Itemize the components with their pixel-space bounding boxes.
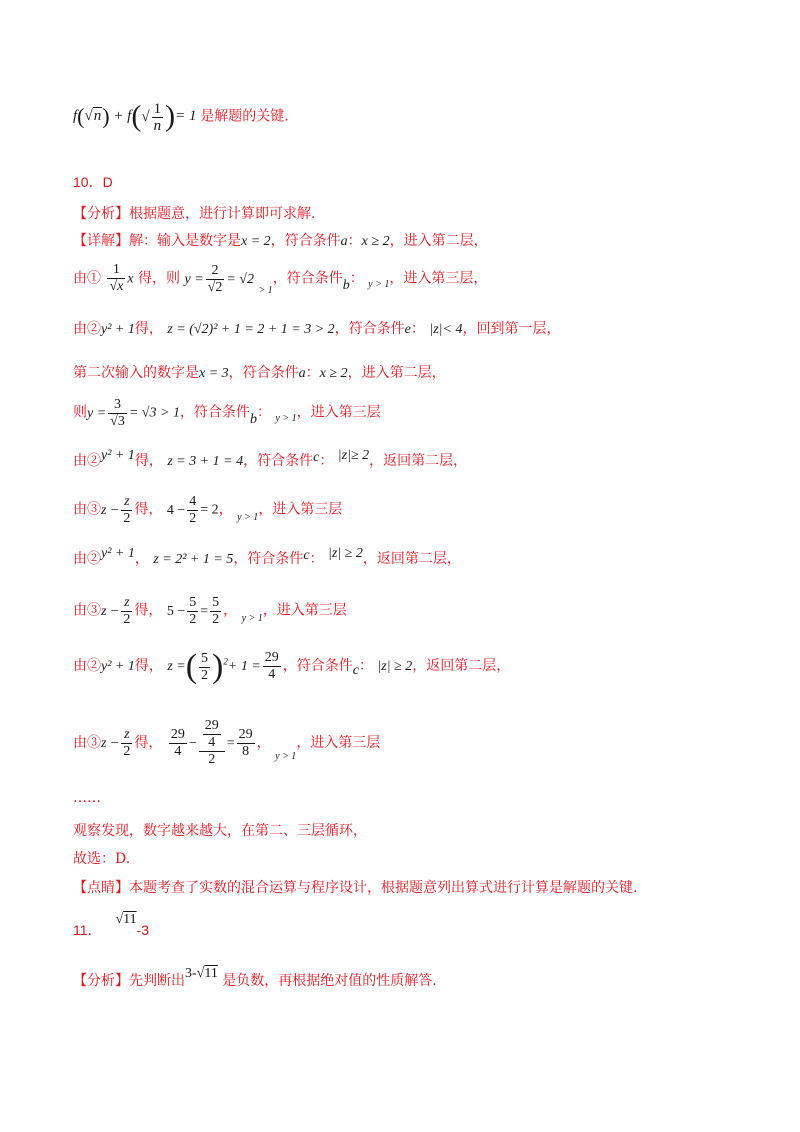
l4-a: 则 [73, 404, 87, 421]
detail-mid: ，符合条件 [270, 233, 341, 249]
q11-radicand: 11 [123, 912, 137, 927]
z-ge2: ≥ 2 [350, 448, 370, 463]
l2-a: 由② [73, 321, 101, 337]
l1-a: 由① [73, 270, 101, 287]
back-second: ，返回第二层， [369, 453, 468, 469]
enter-third-b: ，进入第三层 [296, 404, 381, 421]
detail-head: 【详解】解：输入是数字是 [73, 233, 241, 249]
choose: 故选：D. [73, 851, 131, 867]
q10-line2: 由②y² + 1得， z = (√2)² + 1 = 2 + 1 = 3 > 2，符合条件e： |z|< 4，回到第一层， [73, 321, 561, 337]
y2-plus1: y² + 1 [101, 322, 135, 337]
q11-line [73, 912, 150, 938]
q11-analysis-b: 是负数，再根据绝对值的性质解答. [222, 973, 437, 989]
z-five-halves: z =( $\frac{5}{2}$ )$^2$ [167, 648, 228, 685]
z-lt4: < 4 [442, 322, 463, 337]
l1-b: 得，则 [138, 270, 181, 287]
q10-line8: 由③z − $\frac{z}{2}$ 得， 5 − $\frac{5}{2}$ = $\frac{5}{2}$ ， $_{y > 1}$，进入第三层 [73, 595, 347, 627]
cond-x2: x ≥ 2 [361, 234, 390, 249]
ellipsis: …… [73, 790, 101, 806]
back-first: ，回到第一层， [462, 321, 561, 337]
cond-a: a [340, 234, 348, 249]
enter-third: ，进入第三层， [389, 270, 488, 287]
l7-eq: z = 2² + 1 = 5 [153, 552, 234, 567]
q11-analysis-a: 【分析】先判断出 [73, 973, 185, 989]
q10-line3: 第二次输入的数字是x = 3，符合条件a：x ≥ 2，进入第二层， [73, 365, 446, 381]
q11-answer: -3 [136, 922, 150, 938]
comment: 【点睛】本题考查了实数的混合运算与程序设计，根据题意列出算式进行计算是解题的关键. [73, 880, 638, 896]
q10-line9: 由②y² + 1得， z =( $\frac{5}{2}$ )$^2$+ 1 = $\frac{29}{4}$ ，符合条件c： |z| ≥ 2，返回第二层， [73, 648, 511, 685]
observe: 观察发现，数字越来越大，在第二、三层循环， [73, 823, 367, 839]
l6-eq: = 2 [200, 502, 219, 518]
l5-eq: z = 3 + 1 = 4 [167, 454, 244, 469]
top-formula: f(√n) + f(√ $\frac{1}{n}$ )= 1 [73, 100, 201, 134]
detail-eq: x = 2 [241, 234, 271, 249]
q11-expr: 3- [185, 966, 197, 981]
gt1: > 1 [258, 284, 273, 296]
l5-b: 得， [134, 453, 163, 469]
cond-c: c [313, 450, 320, 465]
q11-analysis: 【分析】先判断出3-√11 是负数，再根据绝对值的性质解答. [73, 966, 437, 989]
q10-line1: 由① $\frac{1}{√x}$ x 得，则 y = $\frac{2}{√2}$ = √2 $_{> 1}$，符合条件b： $_{y > 1}$，进入第三层， [73, 262, 488, 296]
x3: x = 3 [199, 366, 229, 381]
colon: ： [347, 233, 362, 249]
q10-line4: 则y = $\frac{3}{√3}$ = √3 > 1，符合条件b： $_{y > 1}$，进入第三层 [73, 397, 381, 429]
q10-analysis: 【分析】根据题意，进行计算即可求解. [73, 206, 316, 222]
l1-cond: ，符合条件 [272, 270, 343, 287]
y-gt1: y > 1 [368, 278, 390, 290]
abs-z: |z| [429, 322, 443, 337]
q11-sqrt: √11 [115, 912, 137, 927]
top-key-text: 是解题的关键. [200, 108, 289, 125]
frac-1-sqrtx: $\frac{1}{√x}$ [109, 262, 124, 294]
q10-detail-line [73, 230, 488, 250]
enter-second-b: ，进入第二层， [347, 365, 446, 381]
z-eq: z = (√2)² + 1 [167, 322, 245, 337]
cond-e: e [404, 322, 411, 337]
y-eq-frac: y = $\frac{2}{√2}$ = √2 [184, 262, 254, 295]
q10-line6: 由③z − $\frac{z}{2}$ 得， 4 − $\frac{4}{2}$ = 2， $_{y > 1}$，进入第三层 [73, 494, 343, 526]
l2-eq: = 2 + 1 = 3 > 2 [244, 322, 335, 337]
q11-number: 11． [73, 922, 102, 938]
y-frac-3: y = $\frac{3}{√3}$ [87, 397, 125, 429]
q10-line10: 由③z − $\frac{z}{2}$ 得， $\frac{29}{4}$ − $\frac{\frac{29}{4}}{2}$ = $\frac{29}{8}$ ， $_{y > 1}$，进入第三层 [73, 718, 381, 767]
l9-eq: + 1 = [227, 659, 261, 675]
l2-b: 得， [134, 321, 163, 337]
q10-line5: 由②y² + 1得， z = 3 + 1 = 4，符合条件c： |z|≥ 2，返回第二层， [73, 448, 468, 469]
l5-a: 由② [73, 453, 101, 469]
l6-a: 由③ [73, 501, 101, 518]
q10-number: 10．D [73, 174, 113, 190]
enter-second: ，进入第二层， [389, 233, 488, 249]
l6-b: 得， [134, 501, 163, 518]
q10-line7: 由②y² + 1， z = 2² + 1 = 5，符合条件c： |z| ≥ 2，返回第二层， [73, 546, 461, 567]
l4-eq: = √3 > 1 [128, 405, 180, 421]
x-var: x [127, 271, 134, 287]
l3: 第二次输入的数字是 [73, 365, 199, 381]
top-formula-line [73, 100, 289, 140]
cond-b: b [342, 277, 350, 293]
